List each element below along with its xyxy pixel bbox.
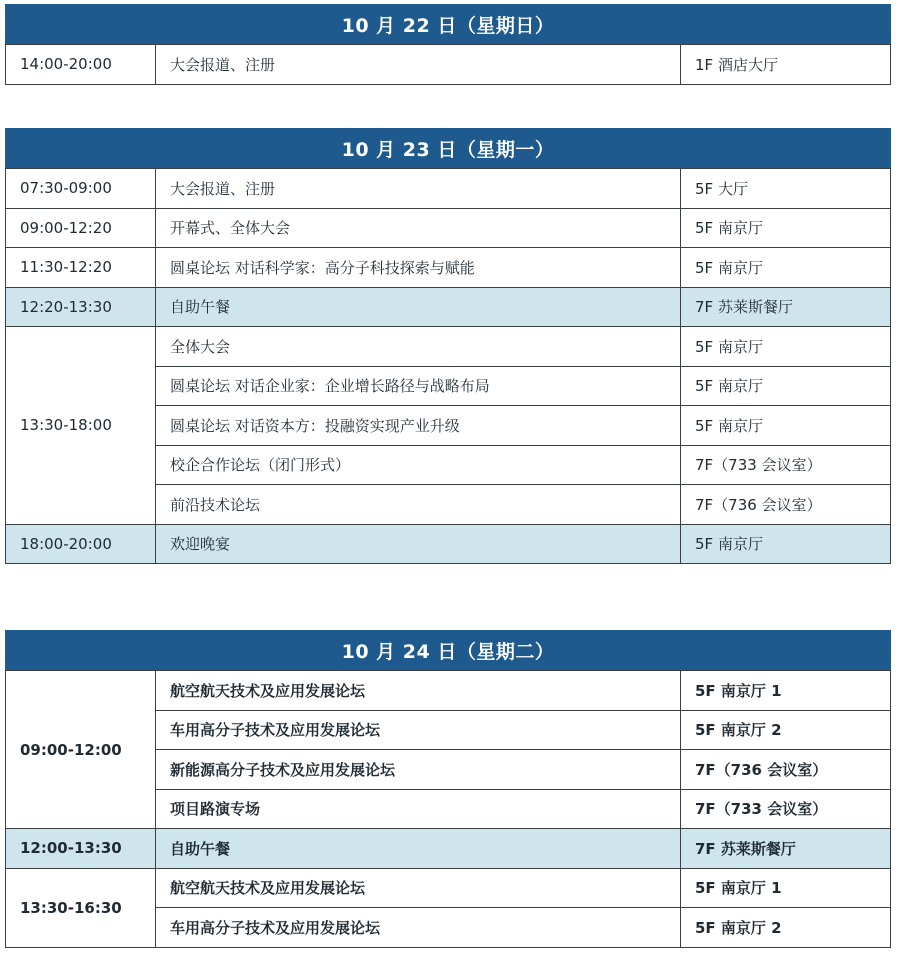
venue-cell: 5F 南京厅 2 [681,710,891,750]
table-row [6,671,891,711]
time-cell: 11:30-12:20 [6,248,156,288]
venue-cell: 1F 酒店大厅 [681,45,891,85]
venue-cell: 5F 南京厅 [681,208,891,248]
event-cell: 自助午餐 [156,287,681,327]
event-cell: 新能源高分子技术及应用发展论坛 [156,750,681,790]
event-cell: 圆桌论坛 对话科学家：高分子科技探索与赋能 [156,248,681,288]
schedule-table [5,168,891,564]
table-row [6,327,891,367]
event-cell: 前沿技术论坛 [156,485,681,525]
event-cell: 校企合作论坛（闭门形式） [156,445,681,485]
schedule-table [5,44,891,85]
table-row [6,248,891,288]
event-cell: 圆桌论坛 对话资本方：投融资实现产业升级 [156,406,681,446]
table-row [6,45,891,85]
day-schedule-oct24 [5,630,891,948]
venue-cell: 5F 南京厅 2 [681,908,891,948]
venue-cell: 5F 南京厅 [681,327,891,367]
venue-cell: 5F 南京厅 [681,406,891,446]
time-cell: 18:00-20:00 [6,524,156,564]
event-cell: 车用高分子技术及应用发展论坛 [156,908,681,948]
event-cell: 大会报道、注册 [156,45,681,85]
event-cell: 航空航天技术及应用发展论坛 [156,868,681,908]
table-row-highlight [6,287,891,327]
time-cell: 14:00-20:00 [6,45,156,85]
schedule-table [5,670,891,948]
time-cell: 12:20-13:30 [6,287,156,327]
event-cell: 全体大会 [156,327,681,367]
event-cell: 航空航天技术及应用发展论坛 [156,671,681,711]
table-row [6,169,891,209]
venue-cell: 7F 苏莱斯餐厅 [681,287,891,327]
venue-cell: 7F（736 会议室） [681,750,891,790]
event-cell: 大会报道、注册 [156,169,681,209]
venue-cell: 5F 南京厅 1 [681,671,891,711]
time-cell: 12:00-13:30 [6,829,156,869]
time-cell: 13:30-16:30 [6,868,156,947]
event-cell: 圆桌论坛 对话企业家：企业增长路径与战略布局 [156,366,681,406]
event-cell: 车用高分子技术及应用发展论坛 [156,710,681,750]
event-cell: 欢迎晚宴 [156,524,681,564]
event-cell: 开幕式、全体大会 [156,208,681,248]
time-cell: 09:00-12:20 [6,208,156,248]
time-cell: 07:30-09:00 [6,169,156,209]
venue-cell: 7F（736 会议室） [681,485,891,525]
venue-cell: 7F（733 会议室） [681,445,891,485]
venue-cell: 5F 南京厅 [681,366,891,406]
day-schedule-oct23 [5,128,891,564]
day-header: 10 月 23 日（星期一） [5,128,891,168]
event-cell: 项目路演专场 [156,789,681,829]
time-cell: 09:00-12:00 [6,671,156,829]
time-cell: 13:30-18:00 [6,327,156,525]
day-header: 10 月 22 日（星期日） [5,4,891,44]
table-row [6,868,891,908]
venue-cell: 5F 南京厅 [681,524,891,564]
venue-cell: 7F（733 会议室） [681,789,891,829]
event-cell: 自助午餐 [156,829,681,869]
table-row-highlight [6,829,891,869]
table-row-highlight [6,524,891,564]
table-row [6,208,891,248]
venue-cell: 7F 苏莱斯餐厅 [681,829,891,869]
day-schedule-oct22 [5,4,891,85]
venue-cell: 5F 南京厅 1 [681,868,891,908]
day-header: 10 月 24 日（星期二） [5,630,891,670]
venue-cell: 5F 南京厅 [681,248,891,288]
venue-cell: 5F 大厅 [681,169,891,209]
